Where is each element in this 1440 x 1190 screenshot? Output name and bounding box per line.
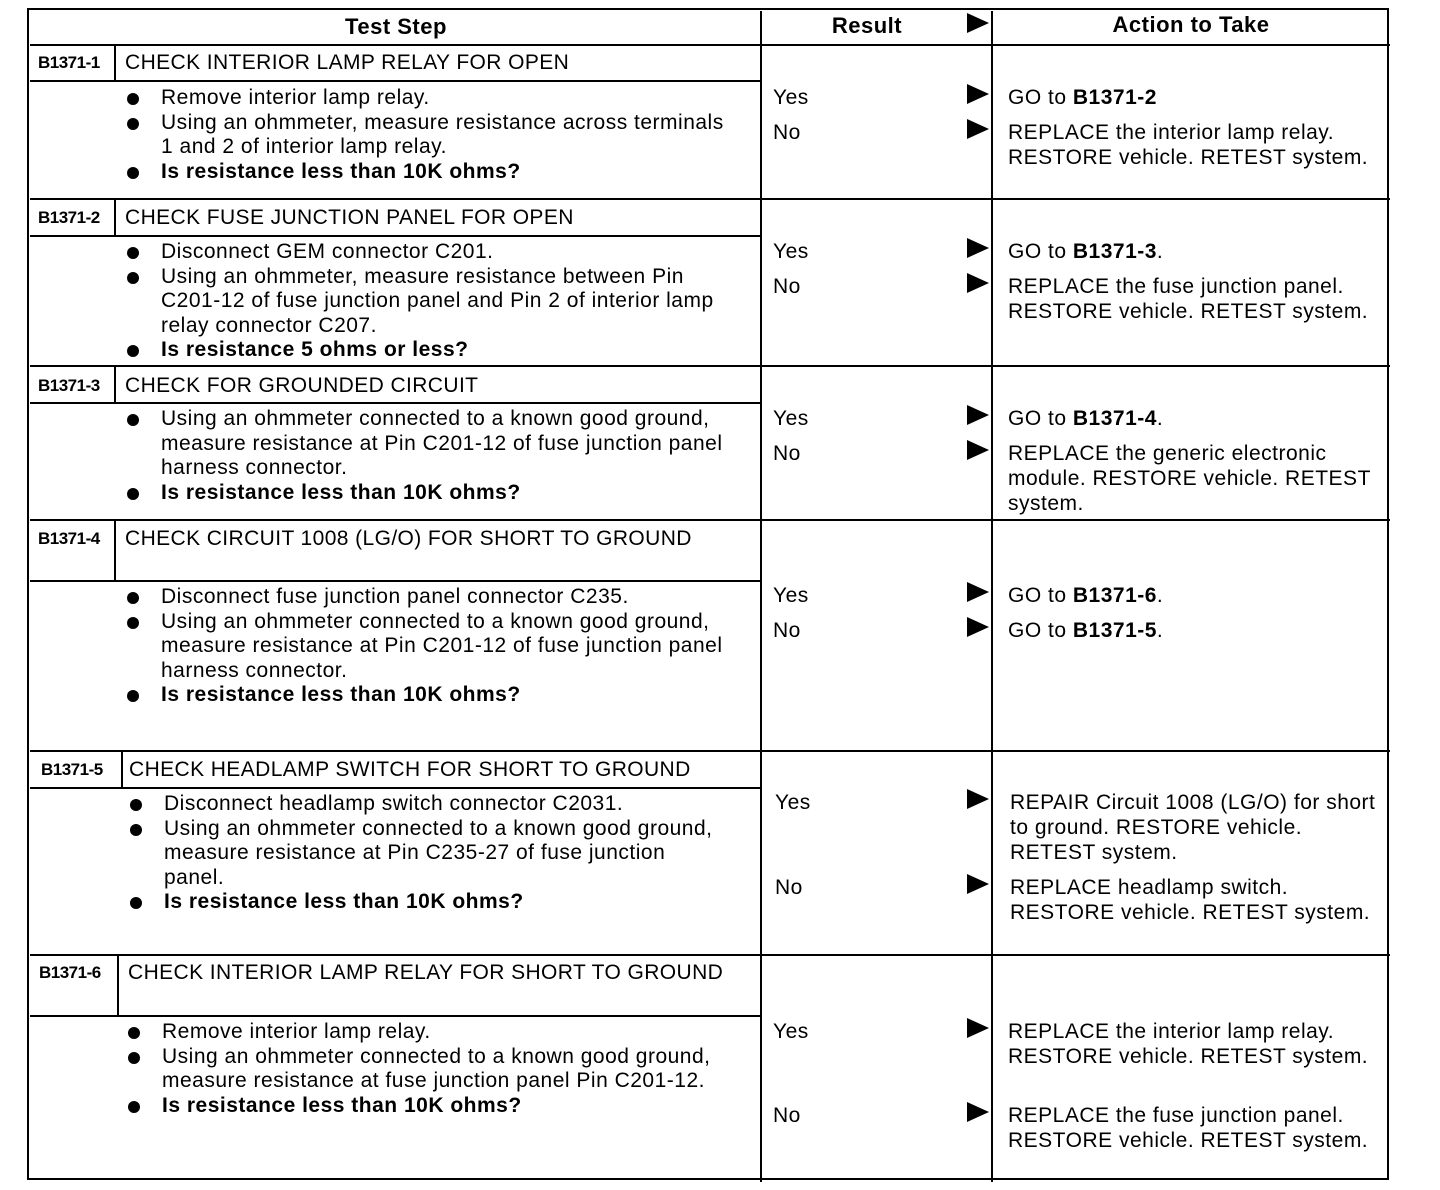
question-item [124, 481, 724, 506]
result-arrow-icon [967, 789, 989, 809]
instruction-item [127, 792, 727, 817]
row-divider [30, 198, 1390, 200]
header-test-step: Test Step [345, 14, 447, 39]
action-main: GO to [1008, 240, 1073, 263]
action-step-ref: B1371-2 [1072, 86, 1157, 109]
question-item [124, 683, 724, 708]
result-no: No [775, 876, 803, 899]
bullet-icon [130, 824, 142, 836]
question-item [124, 338, 724, 363]
instruction-item [125, 1045, 725, 1094]
bullet-icon [128, 1027, 140, 1039]
result-yes: Yes [773, 240, 809, 263]
code-cell-rule [114, 44, 116, 80]
action-main: REPLACE the fuse junction panel. RESTORE vehicle. RETEST system. [1008, 275, 1369, 323]
action-main: GO to [1008, 584, 1073, 607]
step-title: CHECK FUSE JUNCTION PANEL FOR OPEN [125, 206, 574, 229]
action-tail: . [1156, 240, 1164, 263]
action-main: REPLACE headlamp switch. RESTORE vehicle. RETEST system. [1010, 876, 1371, 924]
step-title: CHECK INTERIOR LAMP RELAY FOR SHORT TO GROUND [128, 961, 724, 984]
bullet-icon [127, 272, 139, 284]
action-text [1010, 875, 1385, 925]
action-tail: . [1156, 407, 1164, 430]
question-item [124, 160, 724, 185]
result-arrow-icon [967, 273, 989, 293]
instruction-text: Remove interior lamp relay. [161, 86, 430, 109]
step-title: CHECK FOR GROUNDED CIRCUIT [125, 374, 479, 397]
result-arrow-icon [967, 582, 989, 602]
step-title: CHECK CIRCUIT 1008 (LG/O) FOR SHORT TO GROUND [125, 527, 692, 550]
step-code: B1371-2 [38, 208, 100, 227]
instruction-text: Disconnect fuse junction panel connector C235. [161, 585, 629, 608]
code-cell-rule [117, 954, 119, 1015]
action-step-ref: B1371-6 [1072, 584, 1157, 607]
result-arrow-icon [967, 238, 989, 258]
action-main: GO to [1008, 86, 1073, 109]
title-underline [30, 402, 760, 404]
result-yes: Yes [773, 584, 809, 607]
bullet-icon [127, 617, 139, 629]
code-cell-rule [121, 750, 123, 787]
action-text [1008, 120, 1383, 170]
row-divider [30, 750, 1390, 752]
result-arrow-icon [967, 405, 989, 425]
question-item [125, 1094, 725, 1119]
action-text [1010, 790, 1385, 865]
instruction-text: Is resistance less than 10K ohms? [164, 890, 524, 913]
bullet-icon [127, 592, 139, 604]
step-instructions [124, 407, 724, 505]
action-text [1008, 441, 1383, 516]
instruction-text: Using an ohmmeter, measure resistance between Pin C201-12 of fuse junction panel and Pin 2 of interior lamp relay connector C207. [161, 264, 714, 337]
title-underline [30, 80, 760, 82]
step-title: CHECK INTERIOR LAMP RELAY FOR OPEN [125, 51, 570, 74]
result-arrow-icon [967, 119, 989, 139]
instruction-item [124, 585, 724, 610]
instruction-text: Is resistance less than 10K ohms? [161, 683, 521, 706]
action-text [1008, 618, 1383, 643]
instruction-item [125, 1020, 725, 1045]
title-underline [30, 580, 760, 582]
action-text [1008, 1019, 1383, 1069]
result-no: No [773, 121, 801, 144]
header-arrow-icon [967, 13, 989, 33]
bullet-icon [127, 93, 139, 105]
result-no: No [773, 442, 801, 465]
bullet-icon [127, 690, 139, 702]
action-tail: . [1156, 584, 1164, 607]
code-cell-rule [114, 519, 116, 580]
action-text [1008, 1103, 1383, 1153]
bullet-icon [127, 167, 139, 179]
action-text [1008, 583, 1383, 608]
action-step-ref: B1371-5 [1072, 619, 1157, 642]
column-rule-action [991, 11, 993, 1182]
step-instructions [124, 240, 724, 363]
action-main: GO to [1008, 407, 1073, 430]
bullet-icon [127, 118, 139, 130]
instruction-item [124, 407, 724, 481]
code-cell-rule [114, 365, 116, 402]
header-action: Action to Take [1112, 12, 1270, 37]
bullet-icon [127, 414, 139, 426]
instruction-item [124, 265, 724, 339]
bullet-icon [130, 897, 142, 909]
step-instructions [124, 585, 724, 708]
step-title: CHECK HEADLAMP SWITCH FOR SHORT TO GROUND [129, 758, 691, 781]
step-instructions [127, 792, 727, 915]
result-arrow-icon [967, 874, 989, 894]
column-rule-result [760, 11, 762, 1182]
instruction-item [124, 111, 724, 160]
bullet-icon [130, 799, 142, 811]
instruction-text: Is resistance less than 10K ohms? [161, 159, 521, 183]
bullet-icon [127, 488, 139, 500]
result-no: No [773, 619, 801, 642]
code-cell-rule [114, 198, 116, 235]
instruction-item [124, 610, 724, 684]
action-main: REPLACE the fuse junction panel. RESTORE vehicle. RETEST system. [1008, 1104, 1369, 1152]
instruction-text: Remove interior lamp relay. [162, 1020, 431, 1043]
result-yes: Yes [773, 1020, 809, 1043]
step-code: B1371-4 [38, 529, 100, 548]
instruction-item [127, 817, 727, 891]
action-main: GO to [1008, 619, 1073, 642]
title-underline [30, 787, 760, 789]
step-code: B1371-5 [41, 760, 103, 779]
instruction-item [124, 240, 724, 265]
title-underline [30, 235, 760, 237]
step-code: B1371-3 [38, 376, 100, 395]
row-divider [30, 365, 1390, 367]
action-step-ref: B1371-4 [1072, 407, 1157, 430]
header-divider [30, 44, 1390, 46]
action-text [1008, 274, 1383, 324]
header-result: Result [831, 13, 903, 38]
instruction-text: Using an ohmmeter connected to a known good ground, measure resistance at fuse junction panel Pin C201-12. [162, 1044, 711, 1092]
result-no: No [773, 275, 801, 298]
instruction-text: Using an ohmmeter connected to a known good ground, measure resistance at Pin C235-27 of fuse junction panel. [164, 816, 713, 889]
result-arrow-icon [967, 1102, 989, 1122]
bullet-icon [128, 1052, 140, 1064]
bullet-icon [127, 247, 139, 259]
step-code: B1371-6 [39, 963, 101, 982]
result-no: No [773, 1104, 801, 1127]
action-tail: . [1156, 619, 1164, 642]
step-code: B1371-1 [38, 53, 100, 72]
row-divider [30, 519, 1390, 521]
title-underline [30, 1015, 760, 1017]
step-instructions [125, 1020, 725, 1118]
instruction-text: Is resistance less than 10K ohms? [162, 1093, 522, 1117]
action-text [1008, 406, 1383, 431]
instruction-text: Using an ohmmeter connected to a known good ground, measure resistance at Pin C201-12 of fuse junction panel harness connector. [161, 407, 723, 479]
action-text [1008, 85, 1383, 110]
result-yes: Yes [775, 791, 811, 814]
result-arrow-icon [967, 440, 989, 460]
instruction-item [124, 86, 724, 111]
bullet-icon [127, 345, 139, 357]
instruction-text: Using an ohmmeter connected to a known good ground, measure resistance at Pin C201-12 of fuse junction panel harness connector. [161, 609, 723, 682]
instruction-text: Disconnect headlamp switch connector C2031. [164, 792, 624, 815]
result-yes: Yes [773, 86, 809, 109]
instruction-text: Is resistance 5 ohms or less? [161, 338, 469, 361]
result-arrow-icon [967, 617, 989, 637]
action-main: REPAIR Circuit 1008 (LG/O) for short to ground. RESTORE vehicle. RETEST system. [1010, 791, 1376, 864]
action-step-ref: B1371-3 [1072, 240, 1157, 263]
result-yes: Yes [773, 407, 809, 430]
result-arrow-icon [967, 84, 989, 104]
action-text [1008, 239, 1383, 264]
action-main: REPLACE the interior lamp relay. RESTORE vehicle. RETEST system. [1008, 1020, 1369, 1068]
action-main: REPLACE the interior lamp relay. RESTORE vehicle. RETEST system. [1008, 121, 1369, 169]
row-divider [30, 954, 1390, 956]
instruction-text: Using an ohmmeter, measure resistance across terminals 1 and 2 of interior lamp relay. [161, 110, 724, 158]
result-arrow-icon [967, 1018, 989, 1038]
action-main: REPLACE the generic electronic module. RESTORE vehicle. RETEST system. [1008, 442, 1371, 515]
bullet-icon [128, 1101, 140, 1113]
step-instructions [124, 86, 724, 184]
instruction-text: Is resistance less than 10K ohms? [161, 480, 521, 504]
question-item [127, 890, 727, 915]
instruction-text: Disconnect GEM connector C201. [161, 240, 494, 263]
diagnostic-table [27, 8, 1389, 1180]
